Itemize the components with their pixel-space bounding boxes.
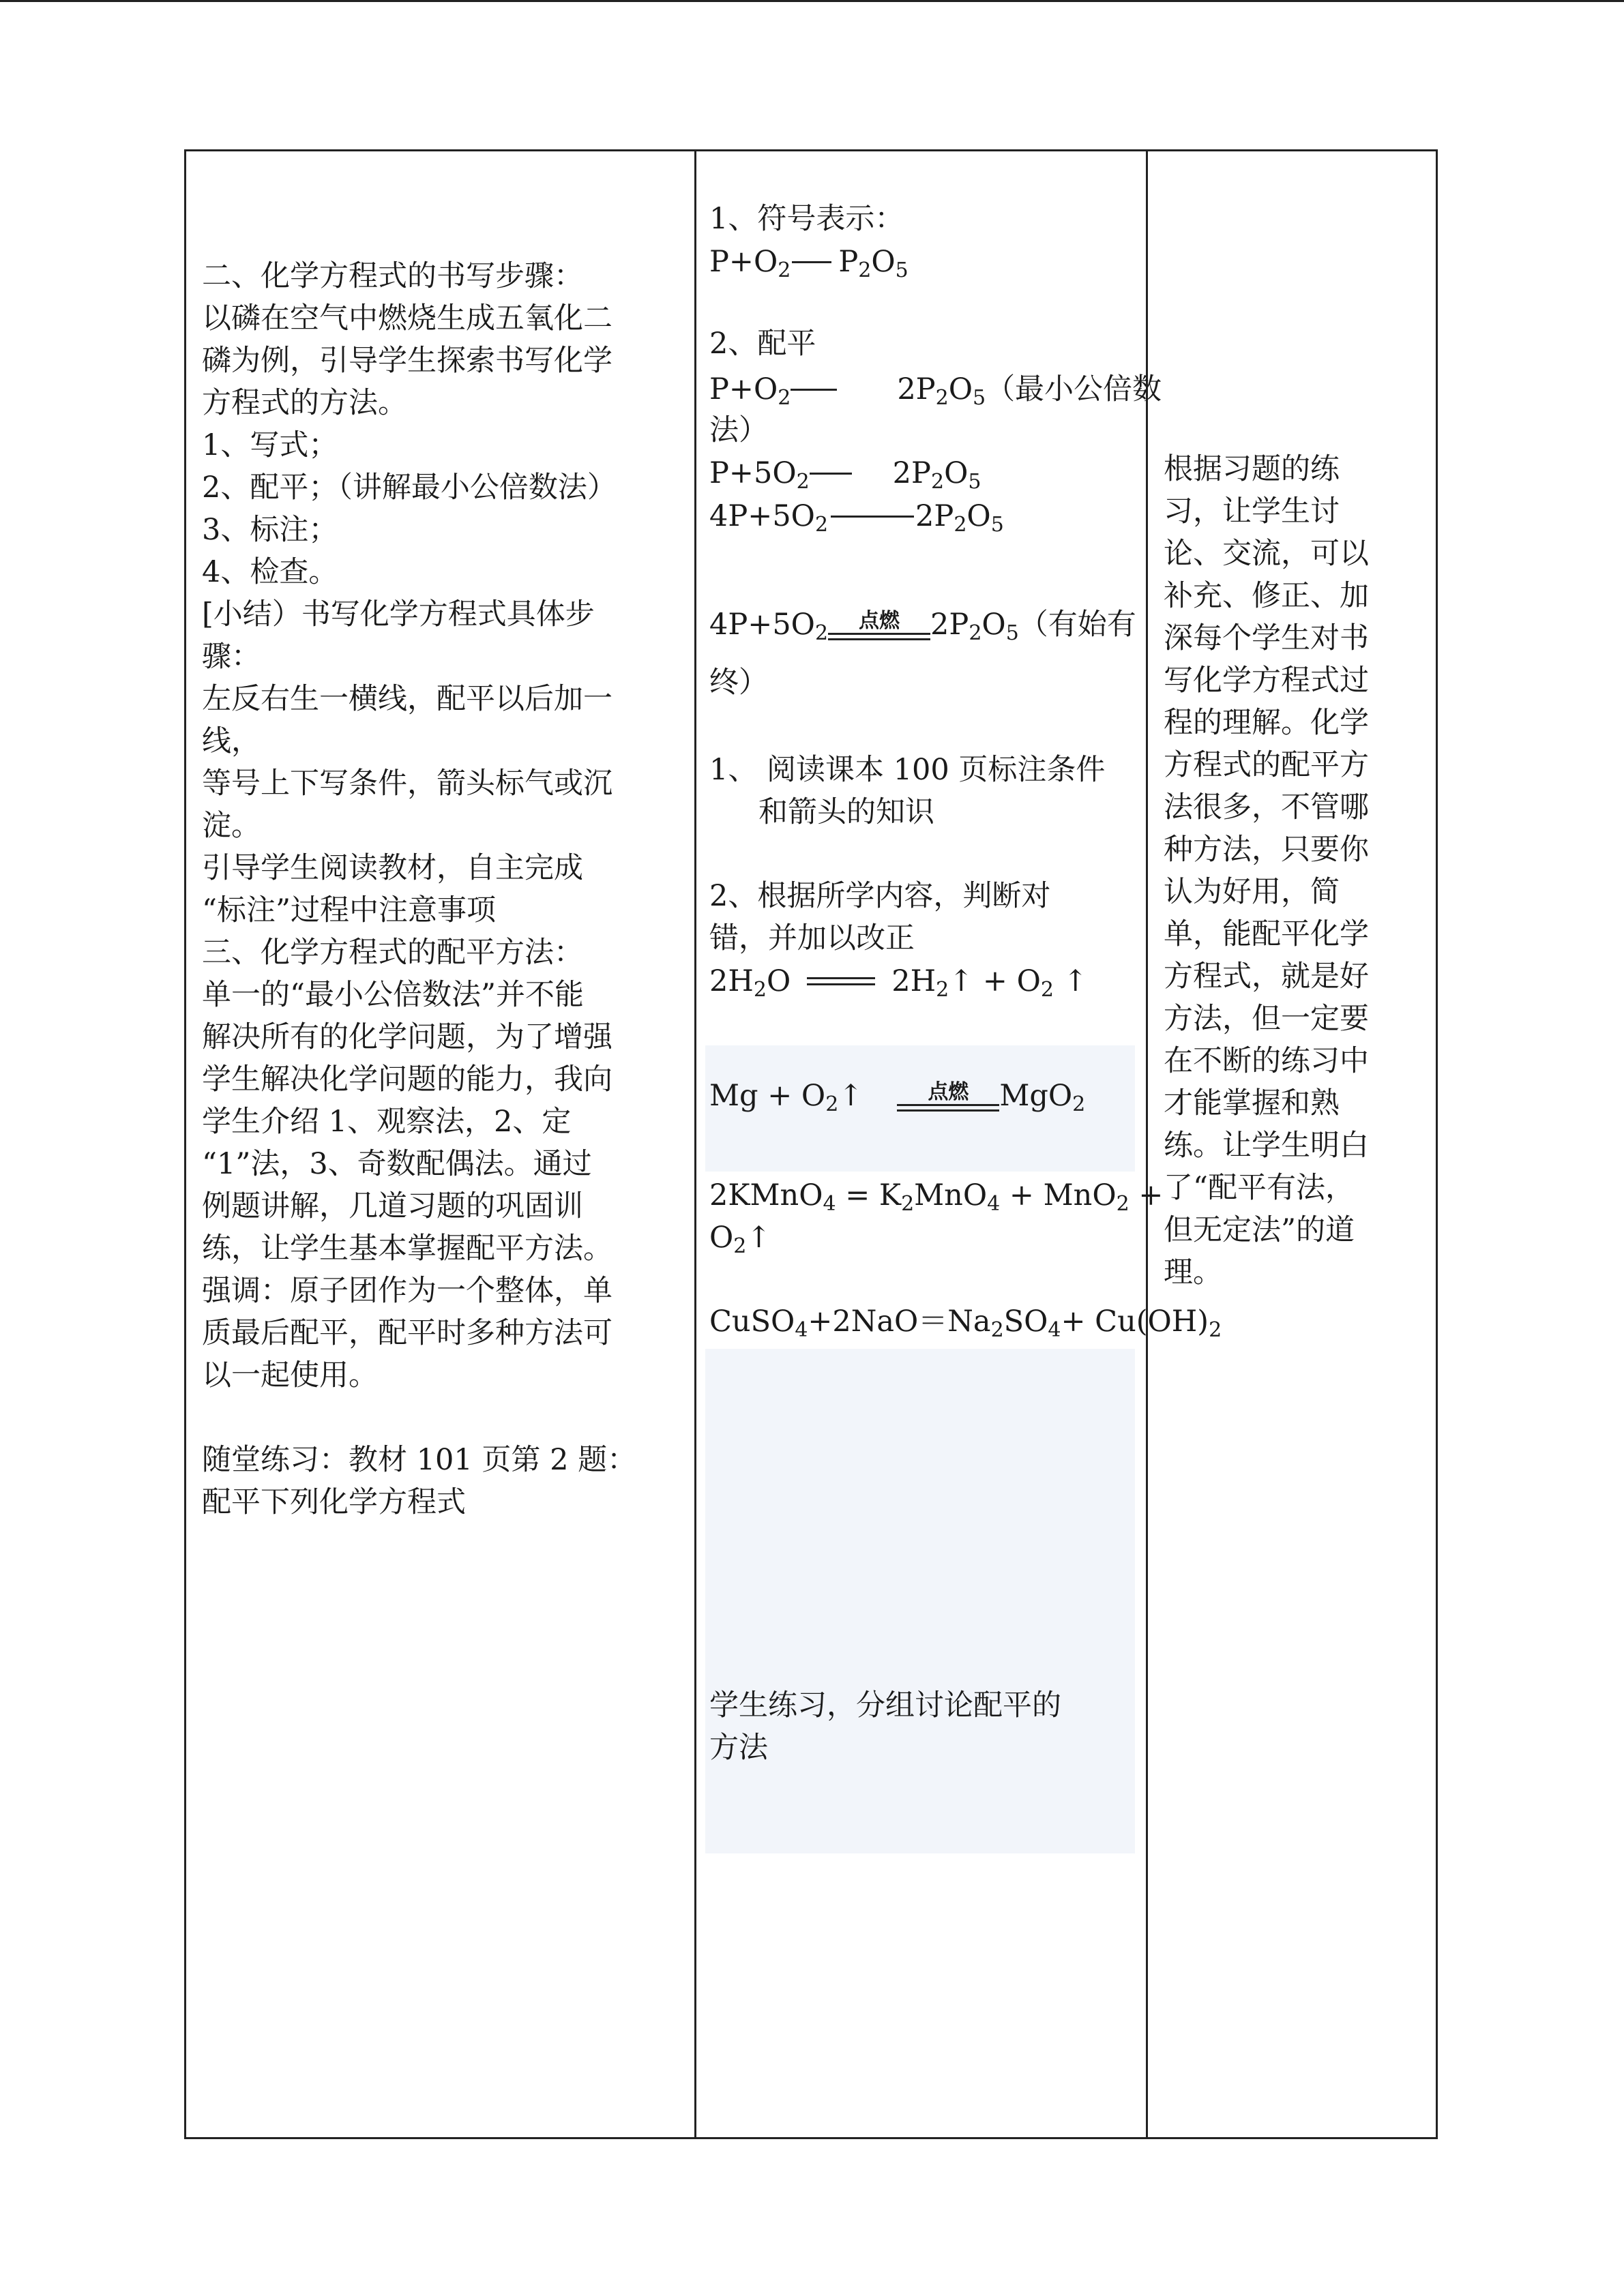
equation-8-line2 <box>709 1217 771 1259</box>
text-line: 单，能配平化学 <box>1164 917 1369 951</box>
text-line: 程的理解。化学 <box>1164 706 1369 740</box>
eq-product: O <box>981 608 1006 642</box>
text-line: 解决所有的化学问题，为了增强 <box>202 1020 612 1054</box>
eq-product: 2P <box>892 456 931 490</box>
teacher-activity-column <box>202 255 679 1523</box>
reading-task-1: 1、 阅读课本 100 页标注条件 <box>709 753 1106 787</box>
eq-dash <box>791 389 837 391</box>
eq-product: + <box>1129 1178 1164 1212</box>
text-line: “1”法，3、奇数配偶法。通过 <box>202 1147 592 1181</box>
text-line: 深每个学生对书 <box>1164 621 1369 655</box>
text-line: 淀。 <box>202 809 261 843</box>
equation-7 <box>709 1075 1085 1117</box>
eq-subscript: 5 <box>972 386 986 410</box>
eq-reactants: P+5O <box>709 456 797 490</box>
eq-subscript: 2 <box>825 1092 839 1116</box>
eq-subscript: 5 <box>990 513 1004 537</box>
eq-subscript: 2 <box>814 621 829 645</box>
eq-note: （最小公倍数 <box>986 372 1162 406</box>
text-line: 左反右生一横线，配平以后加一 <box>202 682 612 716</box>
text-line: 种方法，只要你 <box>1164 833 1369 867</box>
text-line: 学生介绍 1、观察法，2、定 <box>202 1105 572 1139</box>
eq-product: O <box>966 499 991 533</box>
text-line: 但无定法”的道 <box>1164 1213 1355 1247</box>
text-line: 论、交流，可以 <box>1164 537 1369 571</box>
condition-label: 点燃 <box>928 1080 969 1104</box>
equation-9 <box>709 1300 1222 1343</box>
eq-subscript: 2 <box>778 258 791 282</box>
text-line: “标注”过程中注意事项 <box>202 893 496 927</box>
symbol-title: 1、符号表示： <box>709 202 904 236</box>
text-line: 2、配平；（讲解最小公倍数法） <box>202 471 617 505</box>
eq-reactants: O <box>766 964 791 998</box>
reading-task-2: 和箭头的知识 <box>758 795 934 829</box>
judge-task-1: 2、根据所学内容，判断对 <box>709 879 1051 913</box>
text-line: 引导学生阅读教材，自主完成 <box>202 851 583 885</box>
column-divider-1 <box>694 149 696 2139</box>
text-line: 骤： <box>202 640 261 674</box>
text-line: 等号上下写条件，箭头标气或沉 <box>202 766 612 801</box>
text-line: 方程式的配平方 <box>1164 748 1369 782</box>
eq-product: O <box>871 245 896 279</box>
eq-reactants: ↑ <box>838 1079 863 1113</box>
eq-subscript: 5 <box>895 258 909 282</box>
text-line: 方程式，就是好 <box>1164 959 1369 994</box>
equation-4 <box>709 495 1004 537</box>
eq-subscript: 2 <box>901 1192 915 1216</box>
eq-subscript: 4 <box>1048 1318 1061 1342</box>
eq-reactants: P+O <box>709 245 778 279</box>
eq-reactants: 2H <box>709 964 754 998</box>
text-line: 练，让学生基本掌握配平方法。 <box>202 1232 612 1266</box>
text-line: 3、标注； <box>202 513 338 547</box>
eq-reactants: P+O <box>709 372 778 406</box>
eq-subscript: 2 <box>858 258 872 282</box>
practice-note-1: 学生练习，分组讨论配平的 <box>709 1688 1061 1723</box>
eq-product: = K <box>836 1178 902 1212</box>
text-line: 学生解决化学问题的能力，我向 <box>202 1062 612 1097</box>
eq-product: P <box>838 245 859 279</box>
eq-subscript: 2 <box>814 513 829 537</box>
eq-subscript: 2 <box>969 621 982 645</box>
eq-subscript: 4 <box>795 1318 808 1342</box>
eq-product: SO <box>1003 1304 1048 1339</box>
page-top-rule <box>0 0 1624 2</box>
text-line: 写化学方程式过 <box>1164 664 1369 698</box>
equation-6 <box>709 960 1088 1002</box>
eq-product: O <box>709 1221 734 1255</box>
text-line: 理。 <box>1164 1255 1222 1289</box>
eq-reactants: +2NaO＝Na <box>808 1304 991 1339</box>
reaction-condition <box>897 1082 999 1109</box>
text-line: 配平下列化学方程式 <box>202 1485 466 1519</box>
eq-product: 2P <box>915 499 954 533</box>
judge-task-2: 错，并加以改正 <box>709 921 915 955</box>
text-line: [小结）书写化学方程式具体步 <box>202 597 595 631</box>
text-line: 磷为例，引导学生探索书写化学 <box>202 344 612 378</box>
text-line: 例题讲解，几道习题的巩固训 <box>202 1189 583 1223</box>
eq-subscript: 2 <box>1072 1092 1086 1116</box>
reaction-condition <box>828 611 930 638</box>
design-intent-column <box>1164 448 1409 1294</box>
eq-reactants: Mg + O <box>709 1079 826 1113</box>
eq-subscript: 5 <box>1005 621 1019 645</box>
eq-subscript: 2 <box>733 1234 747 1258</box>
eq-product: 2P <box>897 372 936 406</box>
eq-subscript: 2 <box>990 1318 1004 1342</box>
column-divider-2 <box>1146 149 1148 2139</box>
eq-dash <box>810 473 852 475</box>
equation-2 <box>709 368 1162 411</box>
eq-product: + Cu(OH) <box>1061 1304 1209 1339</box>
practice-note-2: 方法 <box>709 1731 768 1765</box>
condition-label: 点燃 <box>859 609 900 633</box>
text-line: 单一的“最小公倍数法”并不能 <box>202 978 584 1012</box>
eq-subscript: 2 <box>778 386 791 410</box>
eq-subscript: 4 <box>823 1192 836 1216</box>
eq-product: ↑ + O <box>949 964 1041 998</box>
text-line: 才能掌握和熟 <box>1164 1086 1340 1120</box>
text-line: 1、写式； <box>202 428 338 462</box>
text-line: 以磷在空气中燃烧生成五氧化二 <box>202 301 612 336</box>
eq-product: ↑ <box>746 1221 771 1255</box>
eq-subscript: 4 <box>987 1192 1001 1216</box>
equation-8 <box>709 1174 1163 1217</box>
eq-product: O <box>948 372 973 406</box>
eq-reactants: CuSO <box>709 1304 795 1339</box>
eq-subscript: 2 <box>936 978 949 1002</box>
shaded-block-2 <box>705 1349 1135 1853</box>
text-line: 了“配平有法， <box>1164 1171 1355 1205</box>
eq-subscript: 2 <box>930 470 945 494</box>
text-line: 三、化学方程式的配平方法： <box>202 936 583 970</box>
eq-reactants: 4P+5O <box>709 499 815 533</box>
text-line: 在不断的练习中 <box>1164 1044 1369 1078</box>
eq-note: （有始有 <box>1018 608 1136 642</box>
equation-1 <box>709 241 909 283</box>
text-line: 随堂练习：教材 101 页第 2 题： <box>202 1443 637 1477</box>
equation-5 <box>709 603 1136 646</box>
text-line: 方法，但一定要 <box>1164 1002 1369 1036</box>
eq-product: MgO <box>999 1079 1073 1113</box>
double-line <box>807 976 875 987</box>
text-line: 以一起使用。 <box>202 1358 378 1392</box>
eq-product: O <box>944 456 969 490</box>
eq-subscript: 2 <box>1040 978 1054 1002</box>
text-line: 根据习题的练 <box>1164 452 1340 486</box>
text-line: 二、化学方程式的书写步骤： <box>202 259 583 293</box>
eq-subscript: 5 <box>968 470 981 494</box>
text-line: 认为好用，简 <box>1164 875 1340 909</box>
equation-3 <box>709 452 981 494</box>
text-line: 练。让学生明白 <box>1164 1129 1369 1163</box>
eq-reactants: 4P+5O <box>709 608 815 642</box>
text-line: 方程式的方法。 <box>202 386 407 420</box>
eq-product: 2P <box>930 608 969 642</box>
text-line: 强调：原子团作为一个整体，单 <box>202 1274 612 1308</box>
text-line: 补充、修正、加 <box>1164 579 1369 613</box>
text-line: 质最后配平，配平时多种方法可 <box>202 1316 612 1350</box>
text-line: 法很多，不管哪 <box>1164 790 1369 824</box>
eq-reactants: 2KMnO <box>709 1178 823 1212</box>
eq-subscript: 2 <box>1116 1192 1130 1216</box>
eq-product: + MnO <box>1000 1178 1117 1212</box>
equation-5-note: 终） <box>709 666 768 700</box>
eq-dash <box>792 261 831 263</box>
eq-product: ↑ <box>1053 964 1088 998</box>
text-line: 4、检查。 <box>202 555 338 589</box>
text-line: 线， <box>202 724 261 758</box>
balance-title: 2、配平 <box>709 327 816 361</box>
eq-subscript: 2 <box>1209 1318 1222 1342</box>
eq-subscript: 2 <box>954 513 967 537</box>
equation-2-note: 法） <box>709 413 768 447</box>
eq-subscript: 2 <box>935 386 949 410</box>
blank-line <box>202 1397 679 1439</box>
eq-product: 2H <box>891 964 936 998</box>
text-line: 习，让学生讨 <box>1164 494 1340 528</box>
eq-subscript: 2 <box>796 470 810 494</box>
eq-dash <box>831 516 914 518</box>
eq-subscript: 2 <box>753 978 767 1002</box>
eq-product: MnO <box>914 1178 988 1212</box>
